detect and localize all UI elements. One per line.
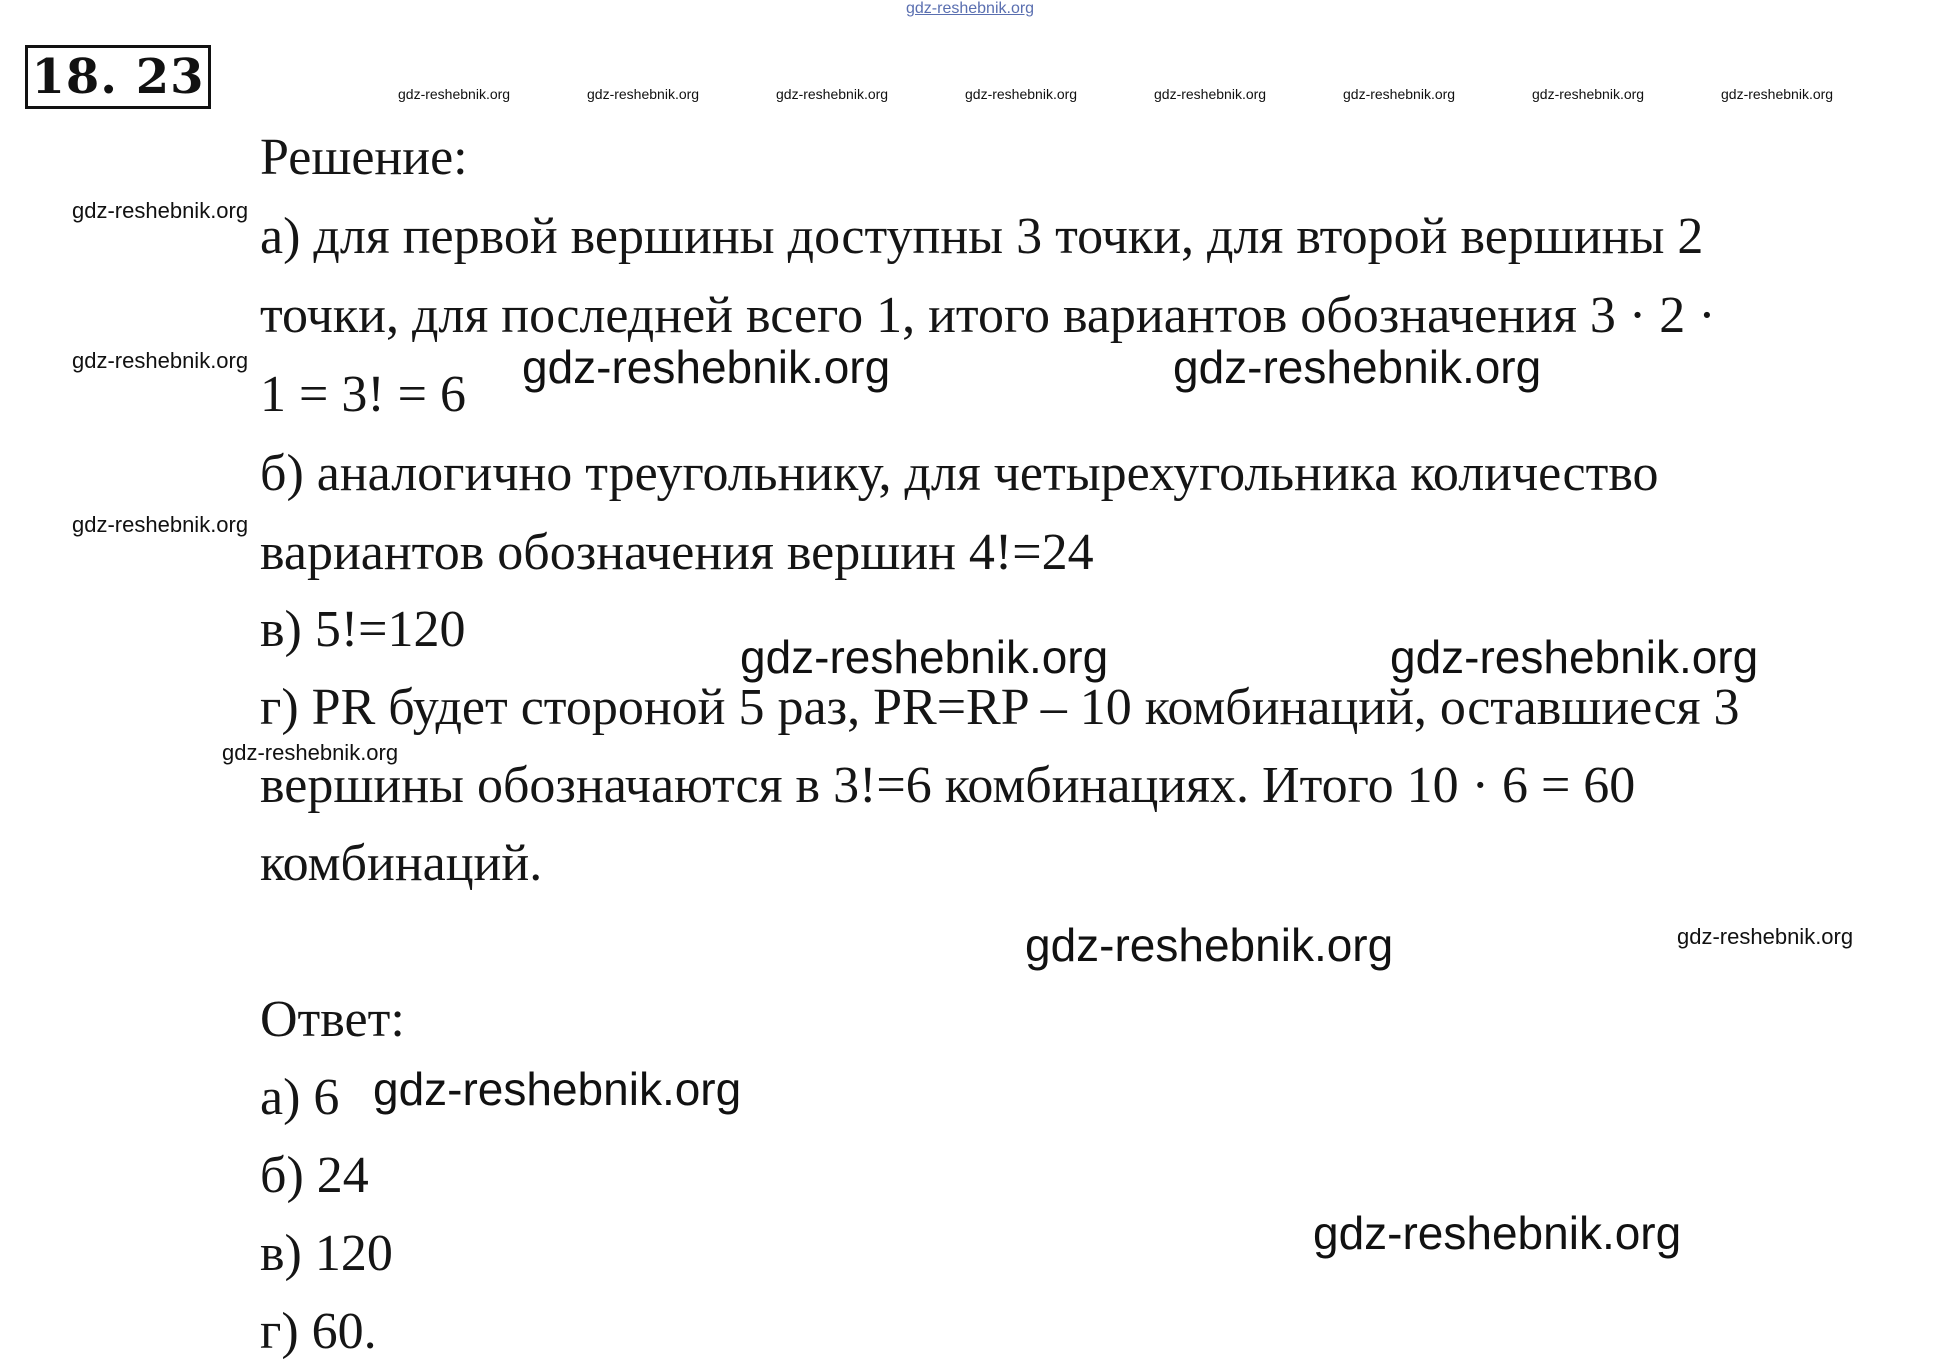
solution-line: в) 5!=120 <box>260 601 466 658</box>
answer-item: б) 24 <box>260 1147 369 1204</box>
watermark: gdz-reshebnik.org <box>1343 86 1456 102</box>
watermark: gdz-reshebnik.org <box>373 1063 742 1115</box>
solution-line: б) аналогично треугольнику, для четырехугольника количество <box>260 445 1659 502</box>
watermark: gdz-reshebnik.org <box>72 348 249 373</box>
solution-line: а) для первой вершины доступны 3 точки, для второй вершины 2 <box>260 208 1704 265</box>
watermark: gdz-reshebnik.org <box>398 86 511 102</box>
solution-line: вершины обозначаются в 3!=6 комбинациях. Итого 10 · 6 = 60 <box>260 757 1636 814</box>
watermark: gdz-reshebnik.org <box>1677 924 1854 949</box>
solution-heading: Решение: <box>260 129 468 186</box>
watermark-top-link[interactable]: gdz-reshebnik.org <box>906 0 1035 17</box>
watermark: gdz-reshebnik.org <box>222 740 399 765</box>
watermark: gdz-reshebnik.org <box>740 631 1109 683</box>
solution-line: комбинаций. <box>260 835 543 892</box>
watermark: gdz-reshebnik.org <box>1025 919 1394 971</box>
watermark: gdz-reshebnik.org <box>1532 86 1645 102</box>
watermark: gdz-reshebnik.org <box>72 512 249 537</box>
solution-line: точки, для последней всего 1, итого вариантов обозначения 3 · 2 · <box>260 287 1716 344</box>
watermark: gdz-reshebnik.org <box>587 86 700 102</box>
solution-line: г) PR будет стороной 5 раз, PR=RP – 10 комбинаций, оставшиеся 3 <box>260 679 1740 736</box>
watermark: gdz-reshebnik.org <box>1313 1207 1682 1259</box>
answer-item: г) 60. <box>260 1303 377 1360</box>
watermark: gdz-reshebnik.org <box>72 198 249 223</box>
solution-line: вариантов обозначения вершин 4!=24 <box>260 524 1094 581</box>
watermark: gdz-reshebnik.org <box>1173 341 1542 393</box>
watermark: gdz-reshebnik.org <box>1390 631 1759 683</box>
answer-item: а) 6 <box>260 1069 340 1126</box>
watermark: gdz-reshebnik.org <box>1154 86 1267 102</box>
watermark: gdz-reshebnik.org <box>965 86 1078 102</box>
watermark: gdz-reshebnik.org <box>1721 86 1834 102</box>
problem-number-box: 18. 23 <box>25 45 211 109</box>
answer-heading: Ответ: <box>260 991 405 1048</box>
answer-item: в) 120 <box>260 1225 393 1282</box>
solution-line: 1 = 3! = 6 <box>260 366 466 423</box>
watermark: gdz-reshebnik.org <box>522 341 891 393</box>
watermark: gdz-reshebnik.org <box>776 86 889 102</box>
